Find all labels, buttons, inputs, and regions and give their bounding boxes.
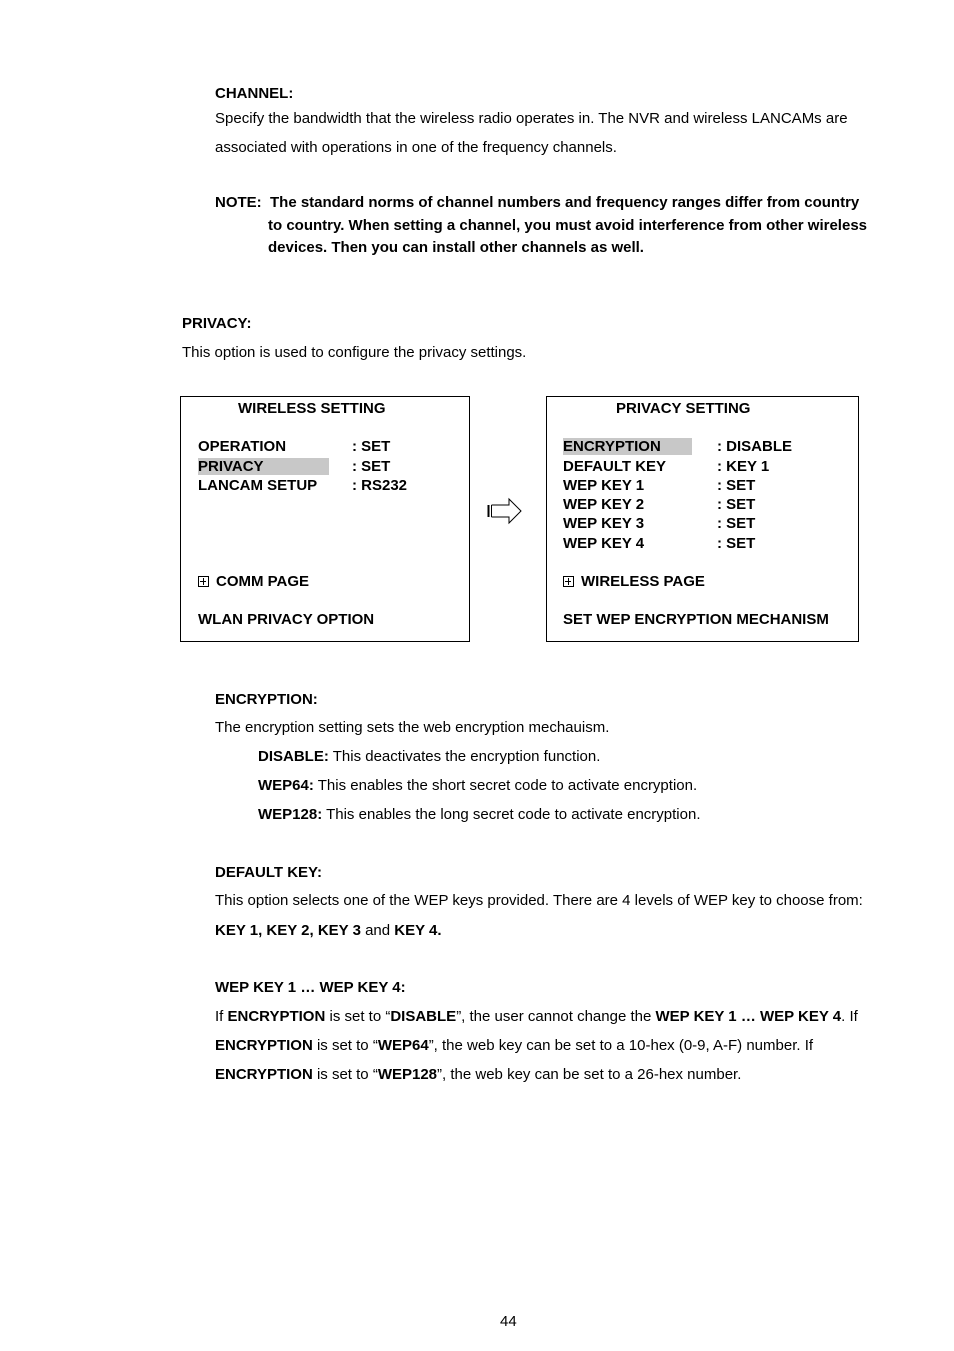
encryption-option-wep64: WEP64: This enables the short secret code to activate encryption.: [258, 777, 698, 794]
menu-row-wep-key-3-value: : SET: [717, 515, 756, 532]
encryption-heading: ENCRYPTION:: [215, 691, 318, 708]
menu-row-privacy-value: : SET: [352, 458, 391, 475]
encryption-option-disable: DISABLE: This deactivates the encryption function.: [258, 748, 601, 765]
privacy-menu-title: PRIVACY SETTING: [616, 400, 751, 417]
channel-text-line2: associated with operations in one of the frequency channels.: [215, 139, 617, 156]
note-label: NOTE:: [215, 194, 262, 211]
right-arrow-icon: [487, 497, 523, 525]
wep-keys-line1: If ENCRYPTION is set to “DISABLE”, the user cannot change the WEP KEY 1 … WEP KEY 4. If: [215, 1008, 858, 1025]
encryption-text: The encryption setting sets the web encryption mechauism.: [215, 719, 610, 736]
default-key-text: This option selects one of the WEP keys provided. There are 4 levels of WEP key to choose from:: [215, 892, 863, 909]
menu-row-encryption-value: : DISABLE: [717, 438, 792, 455]
menu-row-operation-value: : SET: [352, 438, 391, 455]
menu-row-wep-key-4[interactable]: WEP KEY 4: [563, 535, 645, 552]
comm-page-label: COMM PAGE: [216, 573, 310, 590]
default-key-keys: KEY 1, KEY 2, KEY 3 and KEY 4.: [215, 922, 442, 939]
wep-keys-heading: WEP KEY 1 … WEP KEY 4:: [215, 979, 406, 996]
page-nav-icon: [563, 576, 574, 587]
menu-row-privacy[interactable]: PRIVACY: [198, 458, 329, 475]
channel-text-line1: Specify the bandwidth that the wireless radio operates in. The NVR and wireless LANCAMs are: [215, 110, 848, 127]
menu-row-lancam-setup[interactable]: LANCAM SETUP: [198, 477, 318, 494]
privacy-setting-menu: [546, 396, 859, 642]
channel-heading: CHANNEL:: [215, 85, 294, 102]
wireless-setting-menu: [180, 396, 470, 642]
note-line2: to country. When setting a channel, you must avoid interference from other wireless: [268, 217, 868, 234]
menu-row-lancam-setup-value: : RS232: [352, 477, 408, 494]
privacy-heading: PRIVACY:: [182, 315, 252, 332]
menu-row-wep-key-1[interactable]: WEP KEY 1: [563, 477, 645, 494]
wireless-page-link[interactable]: [563, 573, 705, 590]
menu-row-operation[interactable]: OPERATION: [198, 438, 287, 455]
menu-row-default-key-value: : KEY 1: [717, 458, 770, 475]
note-line1: The standard norms of channel numbers and frequency ranges differ from country: [270, 194, 860, 211]
menu-row-wep-key-4-value: : SET: [717, 535, 756, 552]
default-key-heading: DEFAULT KEY:: [215, 864, 322, 881]
page-nav-icon: [198, 576, 209, 587]
comm-page-link[interactable]: [198, 573, 309, 590]
menu-row-wep-key-2[interactable]: WEP KEY 2: [563, 496, 645, 513]
note-line3: devices. Then you can install other channels as well.: [268, 239, 644, 256]
menu-row-encryption[interactable]: ENCRYPTION: [563, 438, 692, 455]
wireless-page-label: WIRELESS PAGE: [581, 573, 705, 590]
menu-row-wep-key-1-value: : SET: [717, 477, 756, 494]
privacy-text: This option is used to configure the privacy settings.: [182, 344, 527, 361]
wireless-menu-title: WIRELESS SETTING: [238, 400, 386, 417]
privacy-menu-footer: SET WEP ENCRYPTION MECHANISM: [563, 611, 829, 628]
menu-row-default-key[interactable]: DEFAULT KEY: [563, 458, 667, 475]
wireless-menu-footer: WLAN PRIVACY OPTION: [198, 611, 375, 628]
page-number: 44: [500, 1313, 517, 1330]
wep-keys-line2: ENCRYPTION is set to “WEP64”, the web key can be set to a 10-hex (0-9, A-F) number. If: [215, 1037, 814, 1054]
wep-keys-line3: ENCRYPTION is set to “WEP128”, the web key can be set to a 26-hex number.: [215, 1066, 742, 1083]
menu-row-wep-key-2-value: : SET: [717, 496, 756, 513]
menu-row-wep-key-3[interactable]: WEP KEY 3: [563, 515, 645, 532]
encryption-option-wep128: WEP128: This enables the long secret code to activate encryption.: [258, 806, 701, 823]
